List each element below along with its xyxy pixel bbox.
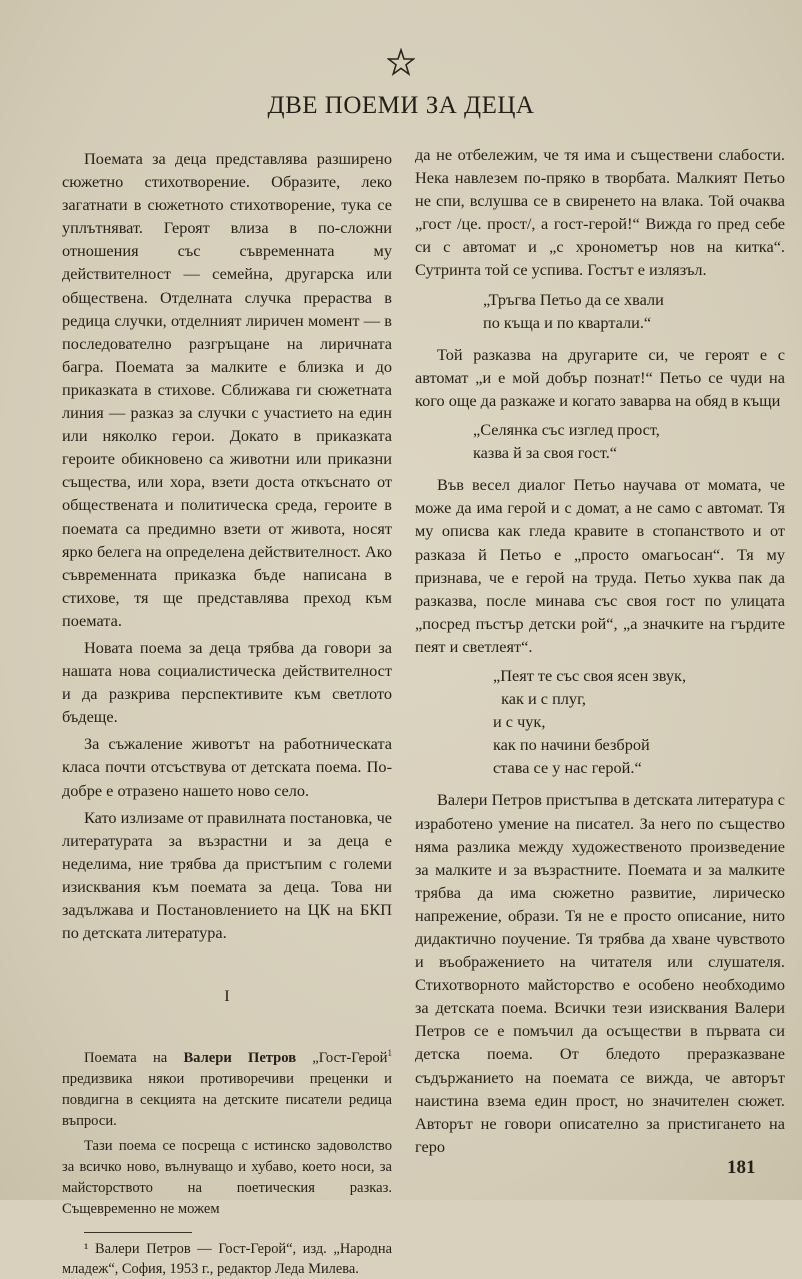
verse-line: как по начини безброй bbox=[493, 735, 650, 755]
verse-line: и с чук, bbox=[493, 712, 546, 732]
paragraph: Тази поема се посреща с истинско задоволство за всичко ново, вълнуващо и хубаво, което носи, за майсторството на поетическия разказ. Същевременно не можем bbox=[62, 1138, 392, 1218]
section-paragraph bbox=[62, 1043, 392, 1132]
verse-line: „Селянка със изглед прост, bbox=[473, 420, 660, 440]
verse-line: как и с плуг, bbox=[493, 689, 586, 709]
page-title: ДВЕ ПОЕМИ ЗА ДЕЦА bbox=[267, 92, 535, 119]
verse-line: става се у нас герой.“ bbox=[493, 758, 642, 778]
paragraph: Той разказва на другарите си, че героят е с автомат „и е мой добър познат!“ Петьо се чуди на кого още да разкаже и когато заварва на обяд в къщи bbox=[415, 344, 785, 410]
star-icon bbox=[387, 48, 415, 76]
paragraph: Валери Петров пристъпва в детската литература с изработено умение на писател. За него по същество няма разлика между художественото произведение за малките и за възрастните. Поемата и за малките трябва да има сюжетно развитие, лирическо напрежение, образи. Тя не е просто описание, нито дидактично поучение. Тя трябва да хване чувството и въображението на читателя или слушателя. Стихотворното майсторство е особено необходимо за детската поема. Всички тези изисквания Валери Петров се е помъчил да осъществи в първата си детска поема. От бледото преразказване съдържанието на поемата се вижда, че авторът наистина взема един прост, но значителен сюжет. Авторът не говори описателно за пристигането на геро bbox=[415, 790, 785, 1156]
verse-line: „Пеят те със своя ясен звук, bbox=[493, 665, 687, 685]
left-column bbox=[62, 147, 392, 1279]
footnote: ¹ Валери Петров — Гост-Герой“, изд. „Народна младеж“, София, 1953 г., редактор Леда Милева. bbox=[62, 1241, 392, 1278]
text-rest: предизвика някои противоречиви преценки и повдигна в секцията на детските писатели редица въпроси. bbox=[62, 1071, 392, 1130]
verse-quote bbox=[415, 418, 785, 464]
paragraph: Поемата за деца представлява разширено сюжетно стихотворение. Образите, леко загатнати в сюжетното стихотворение, тука се уплътняват. Героят влиза в по-сложни отношения със съвременната му действителност — семейна, другарска или обществена. Отделната случка прераства в редица случки, отделният лиричен момент — в последователно разгръщане на лиричната багра. Поемата за малките е близка и до приказката в стихове. Сближава ги сюжетната линия — разказ за случки с участието на един или няколко герои. Докато в приказката героите обикновено са животни или приказни същества, или хора, взети доста откъснато от обществената и политическа среда, героите в поемата са предимно взети от живота, носят ярко белега на определена действителност. Ако съвременната приказка бъде написана в стихове, тя ще представлява преход към поемата. bbox=[62, 149, 392, 630]
paragraph: да не отбележим, че тя има и съществени слабости. Нека навлезем по-пряко в творбата. Малкият Петьо не спи, вслушва се в свиренето на влака. Той очаква „гост /це. прост/, а гост-герой!“ Вижда го пред себе си с автомат и „с хронометър нов на китка“. Сутринта той се успива. Гостът е излязъл. bbox=[415, 145, 785, 280]
right-column bbox=[415, 143, 785, 1162]
verse-quote bbox=[415, 288, 785, 334]
verse-line: по къща и по квартали.“ bbox=[483, 312, 652, 332]
verse-quote bbox=[415, 664, 785, 779]
footnote-marker: 1 bbox=[387, 1048, 392, 1059]
page-number: 181 bbox=[727, 1157, 756, 1178]
text-prefix: Поемата на bbox=[84, 1050, 184, 1067]
paragraph: Новата поема за деца трябва да говори за нашата нова социалистическа действителност и да разкрива перспективите към светлото бъдеще. bbox=[62, 637, 392, 727]
poem-title: „Гост-Герой bbox=[296, 1050, 388, 1067]
paragraph: Като излизаме от правилната постановка, че литературата за възрастни и за деца е неделима, ние трябва да пристъпим с големи изисквания към поемата за деца. Това ни задължава и Постановлението на ЦК на БКП по детската литература. bbox=[62, 807, 392, 943]
author-name: Валери Петров bbox=[183, 1050, 297, 1067]
verse-line: „Тръгва Петьо да се хвали bbox=[483, 289, 664, 309]
footnote-divider bbox=[84, 1232, 192, 1233]
paragraph: За съжаление животът на работническата класа почти отсъствува от детската поема. По-добре е отразено нашето ново село. bbox=[62, 734, 392, 800]
verse-line: казва й за своя гост.“ bbox=[473, 443, 618, 463]
section-number: I bbox=[224, 986, 230, 1006]
paragraph: Във весел диалог Петьо научава от момата, че може да има герой и с домат, а не само с автомат. Тя му описва как гледа кравите в стопанството и от разказа й Петьо е „просто омагьосан“. Тя му признава, че е герой на труда. Петьо хуква пак да разказва, после минава със своя гост по улицата „посред пъстър детски рой“, „а значките на гърдите пеят и светлеят“. bbox=[415, 475, 785, 656]
